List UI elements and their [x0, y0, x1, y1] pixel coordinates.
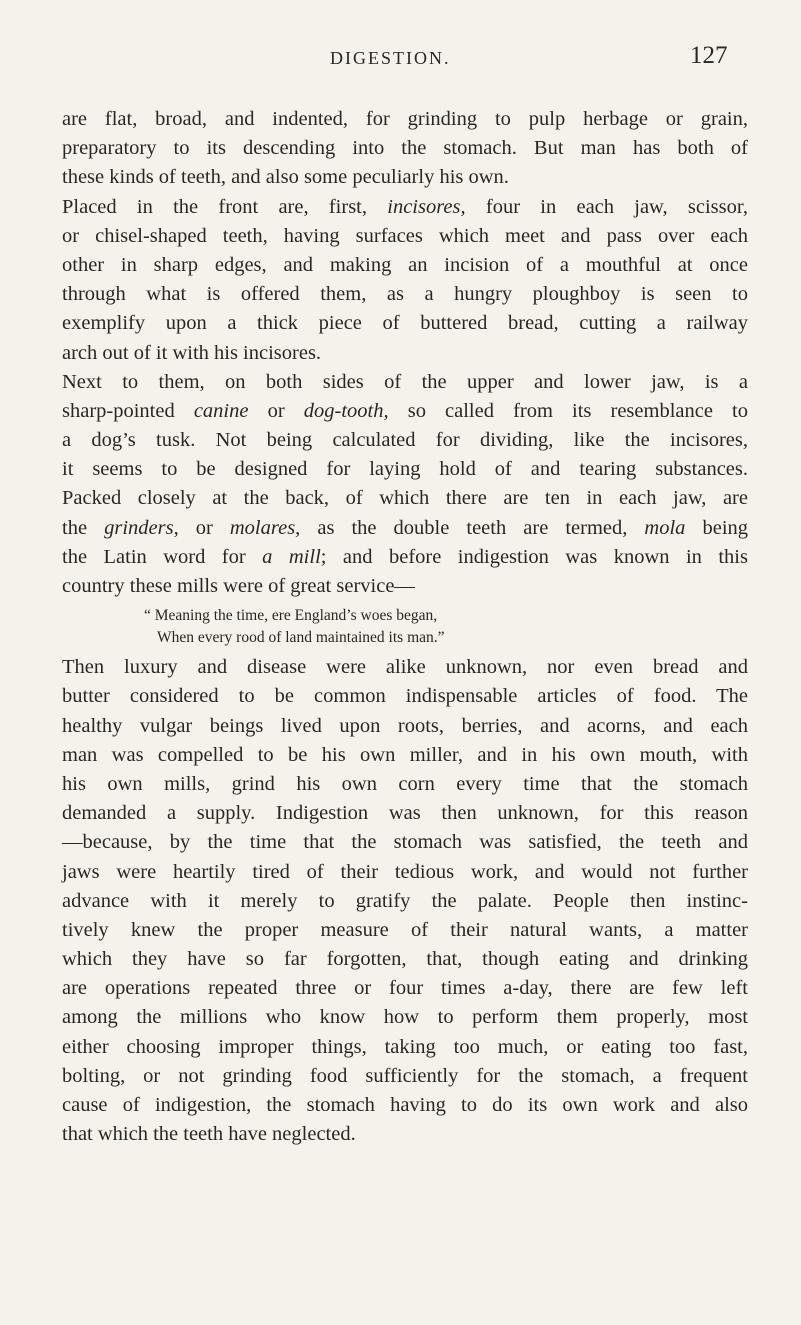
text-block-after-quote	[62, 653, 748, 1149]
italic-term: a mill	[262, 545, 321, 568]
text-line: his own mills, grind his own corn every time that the stomach	[62, 772, 748, 795]
text-line: cause of indigestion, the stomach having to do its own work and also	[62, 1094, 748, 1116]
text-run: exemplify upon a thick piece of buttered bread, cutting a railway	[62, 312, 748, 335]
text-line: demanded a supply. Indigestion was then unknown, for this reason	[62, 802, 748, 825]
text-run: other in sharp edges, and making an incision of a mouthful at once	[62, 253, 748, 276]
text-line	[62, 368, 748, 397]
italic-term: canine	[193, 399, 249, 422]
italic-term: grinders,	[104, 516, 179, 539]
text-run: so called from its resemblance to	[388, 399, 748, 422]
text-line: man was compelled to be his own miller, and in his own mouth, with	[62, 743, 748, 766]
running-head: DIGESTION.	[330, 48, 451, 68]
text-line	[62, 426, 748, 455]
text-line	[62, 222, 748, 251]
text-run: ; and before indigestion was known in this	[320, 545, 748, 568]
text-run: or	[248, 399, 304, 422]
page-number: 127	[690, 42, 728, 69]
text-line: either choosing improper things, taking too much, or eating too fast,	[62, 1035, 748, 1058]
text-line	[62, 543, 748, 572]
text-run: as the double teeth are termed,	[300, 516, 645, 539]
text-block-before-quote	[62, 105, 748, 601]
text-line	[62, 251, 748, 280]
italic-term: mola	[644, 516, 686, 539]
text-line: are operations repeated three or four times a-day, there are few left	[62, 977, 748, 1000]
text-run: sharp-pointed	[62, 399, 194, 422]
text-line	[62, 134, 748, 163]
italic-term: dog-tooth,	[303, 399, 389, 422]
text-line: advance with it merely to gratify the palate. People then instinc-	[62, 889, 748, 912]
text-line	[62, 514, 748, 543]
text-run: are flat, broad, and indented, for grinding to pulp herbage or grain,	[62, 108, 748, 130]
text-run: Packed closely at the back, of which there are ten in each jaw, are	[62, 487, 748, 510]
verse-quotation	[62, 605, 748, 649]
text-line	[62, 484, 748, 513]
text-line	[62, 193, 748, 222]
text-run: arch out of it with his incisores.	[62, 341, 322, 364]
text-line: Then luxury and disease were alike unknown, nor even bread and	[62, 656, 748, 679]
text-line	[62, 309, 748, 338]
text-run: or	[178, 516, 230, 539]
text-run: or chisel-shaped teeth, having surfaces which meet and pass over each	[62, 224, 748, 247]
text-line: among the millions who know how to perform them properly, most	[62, 1006, 748, 1029]
text-line: that which the teeth have neglected.	[62, 1123, 356, 1146]
text-run: the Latin word for	[62, 545, 263, 568]
text-line	[62, 455, 748, 484]
text-line: butter considered to be common indispensable articles of food. The	[62, 685, 748, 708]
text-line: which they have so far forgotten, that, though eating and drinking	[62, 948, 748, 971]
text-line: healthy vulgar beings lived upon roots, berries, and acorns, and each	[62, 714, 748, 737]
text-run: the	[62, 516, 105, 539]
text-run: being	[685, 516, 749, 539]
text-line: tively knew the proper measure of their natural wants, a matter	[62, 918, 748, 941]
italic-term: molares,	[229, 516, 301, 539]
text-line: bolting, or not grinding food sufficiently for the stomach, a frequent	[62, 1064, 748, 1087]
quote-line: When every rood of land maintained its man.”	[157, 629, 445, 647]
text-run: four in each jaw, scissor,	[465, 195, 749, 218]
text-run: country these mills were of great service—	[62, 575, 415, 597]
text-run: preparatory to its descending into the stomach. But man has both of	[62, 137, 748, 160]
text-line	[62, 397, 748, 426]
text-line	[62, 572, 748, 601]
text-line: —because, by the time that the stomach was satisfied, the teeth and	[62, 831, 748, 854]
text-run: through what is offered them, as a hungry ploughboy is seen to	[62, 283, 748, 306]
body-text	[62, 105, 748, 1149]
text-line	[62, 105, 748, 134]
text-run: a dog’s tusk. Not being calculated for dividing, like the incisores,	[62, 429, 748, 452]
text-run: Placed in the front are, first,	[62, 195, 388, 218]
italic-term: incisores,	[387, 195, 466, 218]
text-line: jaws were heartily tired of their tedious work, and would not further	[62, 860, 748, 883]
text-line	[62, 339, 748, 368]
text-line	[62, 163, 748, 192]
text-run: it seems to be designed for laying hold of and tearing substances.	[62, 458, 748, 481]
text-run: Next to them, on both sides of the upper and lower jaw, is a	[62, 370, 748, 393]
text-run: these kinds of teeth, and also some peculiarly his own.	[62, 166, 509, 189]
quote-line: “ Meaning the time, ere England’s woes began,	[144, 607, 438, 625]
text-line	[62, 280, 748, 309]
